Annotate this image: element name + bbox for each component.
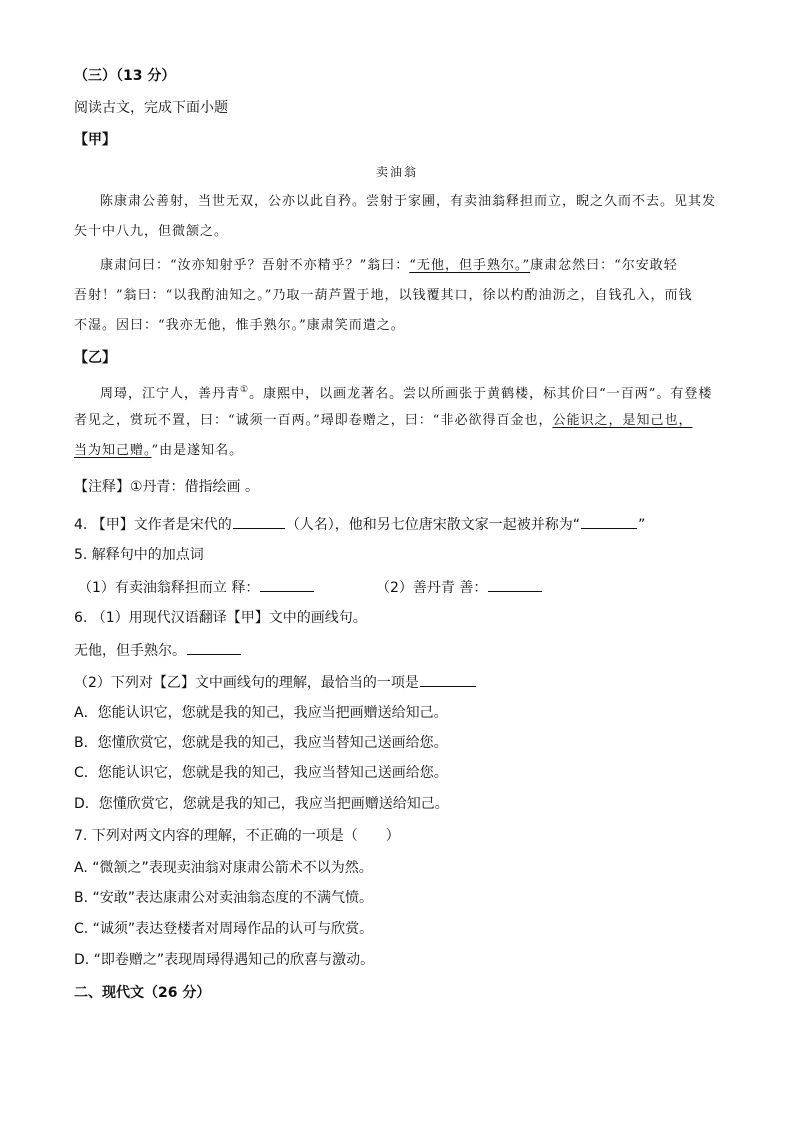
yi-para-line3	[74, 441, 243, 461]
q6-blank-1[interactable]	[187, 640, 241, 655]
jia-para2-line1	[100, 256, 678, 276]
q7-option-d[interactable]: D. “即卷赠之”表现周璕得遇知己的欣喜与激动。	[74, 952, 375, 968]
section-3-title: （三）（13 分）	[74, 68, 176, 84]
footnote-marker: ①	[240, 385, 250, 395]
yi-para-line2	[74, 411, 692, 431]
q6-sentence-text: 无他，但手熟尔。	[74, 643, 186, 659]
yi-para-line1	[100, 380, 712, 404]
jia-para2-line3: 不湿。因曰：“我亦无他，惟手熟尔。”康肃笑而遣之。	[74, 318, 405, 333]
reading-instruction: 阅读古文，完成下面小题	[74, 100, 228, 116]
q5-blank-1[interactable]	[260, 577, 314, 592]
question-5-title: 5. 解释句中的加点词	[74, 547, 204, 563]
q7-option-a[interactable]: A. “微颔之”表现卖油翁对康肃公箭术不以为然。	[74, 860, 373, 876]
q6-blank-2[interactable]	[420, 672, 476, 687]
q5-item-2	[376, 577, 543, 598]
jia-para2-text-b: 康肃忿然曰：“尔安敢轻	[530, 258, 678, 273]
q6-option-a[interactable]: A．您能认识它，您就是我的知己，我应当把画赠送给知己。	[74, 705, 448, 721]
q6-option-b[interactable]: B．您懂欣赏它，您就是我的知己，我应当替知己送画给您。	[74, 735, 448, 751]
yi-text-d: ”由是遂知名。	[151, 443, 244, 458]
jia-para2-line2: 吾射！”翁曰：“以我酌油知之。”乃取一葫芦置于地，以钱覆其口，徐以杓酌油沥之，自钱孔入，而钱	[74, 288, 693, 303]
passage-title: 卖油翁	[375, 165, 418, 179]
question-4	[74, 514, 645, 535]
q5-item-1-text: （1）有卖油翁释担而立 释：	[78, 580, 260, 596]
q7-option-b[interactable]: B. “安敢”表达康肃公对卖油翁态度的不满气愤。	[74, 890, 374, 906]
q6-sub2-text: （2）下列对【乙】文中画线句的理解，最恰当的一项是	[74, 675, 419, 691]
section-2-title: 二、现代文（26 分）	[74, 985, 211, 1001]
yi-underlined-sentence-part1: 公能识之，是知己也，	[552, 413, 693, 428]
q6-option-d[interactable]: D．您懂欣赏它，您就是我的知己，我应当把画赠送给知己。	[74, 796, 449, 812]
q4-text-c: ”	[638, 517, 646, 533]
yi-underlined-sentence-part2: 当为知己赠。	[74, 443, 152, 458]
q4-blank-2[interactable]	[581, 514, 637, 529]
yi-label: 【乙】	[74, 350, 116, 366]
jia-para2-text-a: 康肃问曰：“汝亦知射乎？吾射不亦精乎？”翁曰：	[100, 258, 410, 273]
q5-item-1	[78, 577, 315, 598]
yi-text-b: 。康熙中，以画龙著名。尝以所画张于黄鹤楼，标其价曰“一百两”。有登楼	[249, 386, 713, 402]
jia-para1-line1: 陈康肃公善射，当世无双，公亦以此自矜。尝射于家圃，有卖油翁释担而立，睨之久而不去。见其发	[100, 194, 717, 209]
question-7-title: 7. 下列对两文内容的理解，不正确的一项是（ ）	[74, 828, 400, 844]
q5-item-2-text: （2）善丹青 善：	[376, 580, 488, 596]
q5-blank-2[interactable]	[488, 577, 542, 592]
yi-text-c: 者见之，赏玩不置，曰：“诚须一百两。”璕即卷赠之，曰：“非必欲得百金也，	[74, 413, 553, 428]
question-6-title: 6. （1）用现代汉语翻译【甲】文中的画线句。	[74, 610, 367, 626]
q6-option-c[interactable]: C．您能认识它，您就是我的知己，我应当替知己送画给您。	[74, 765, 448, 781]
q4-text-a: 4. 【甲】文作者是宋代的	[74, 517, 232, 533]
q6-sentence	[74, 640, 242, 661]
q4-text-b: （人名），他和另七位唐宋散文家一起被并称为“	[285, 517, 581, 533]
jia-label: 【甲】	[74, 132, 116, 148]
q7-option-c[interactable]: C. “诚须”表达登楼者对周璕作品的认可与欣赏。	[74, 921, 374, 937]
jia-underlined-sentence: “无他，但手熟尔。”	[409, 258, 531, 273]
q4-blank-1[interactable]	[233, 514, 285, 529]
annotation-note: 【注释】①丹青：借指绘画 。	[74, 479, 260, 495]
jia-para1-line2: 矢十中八九，但微颔之。	[74, 224, 229, 239]
yi-text-a: 周璕，江宁人，善丹青	[100, 386, 241, 402]
q6-sub2	[74, 672, 477, 693]
